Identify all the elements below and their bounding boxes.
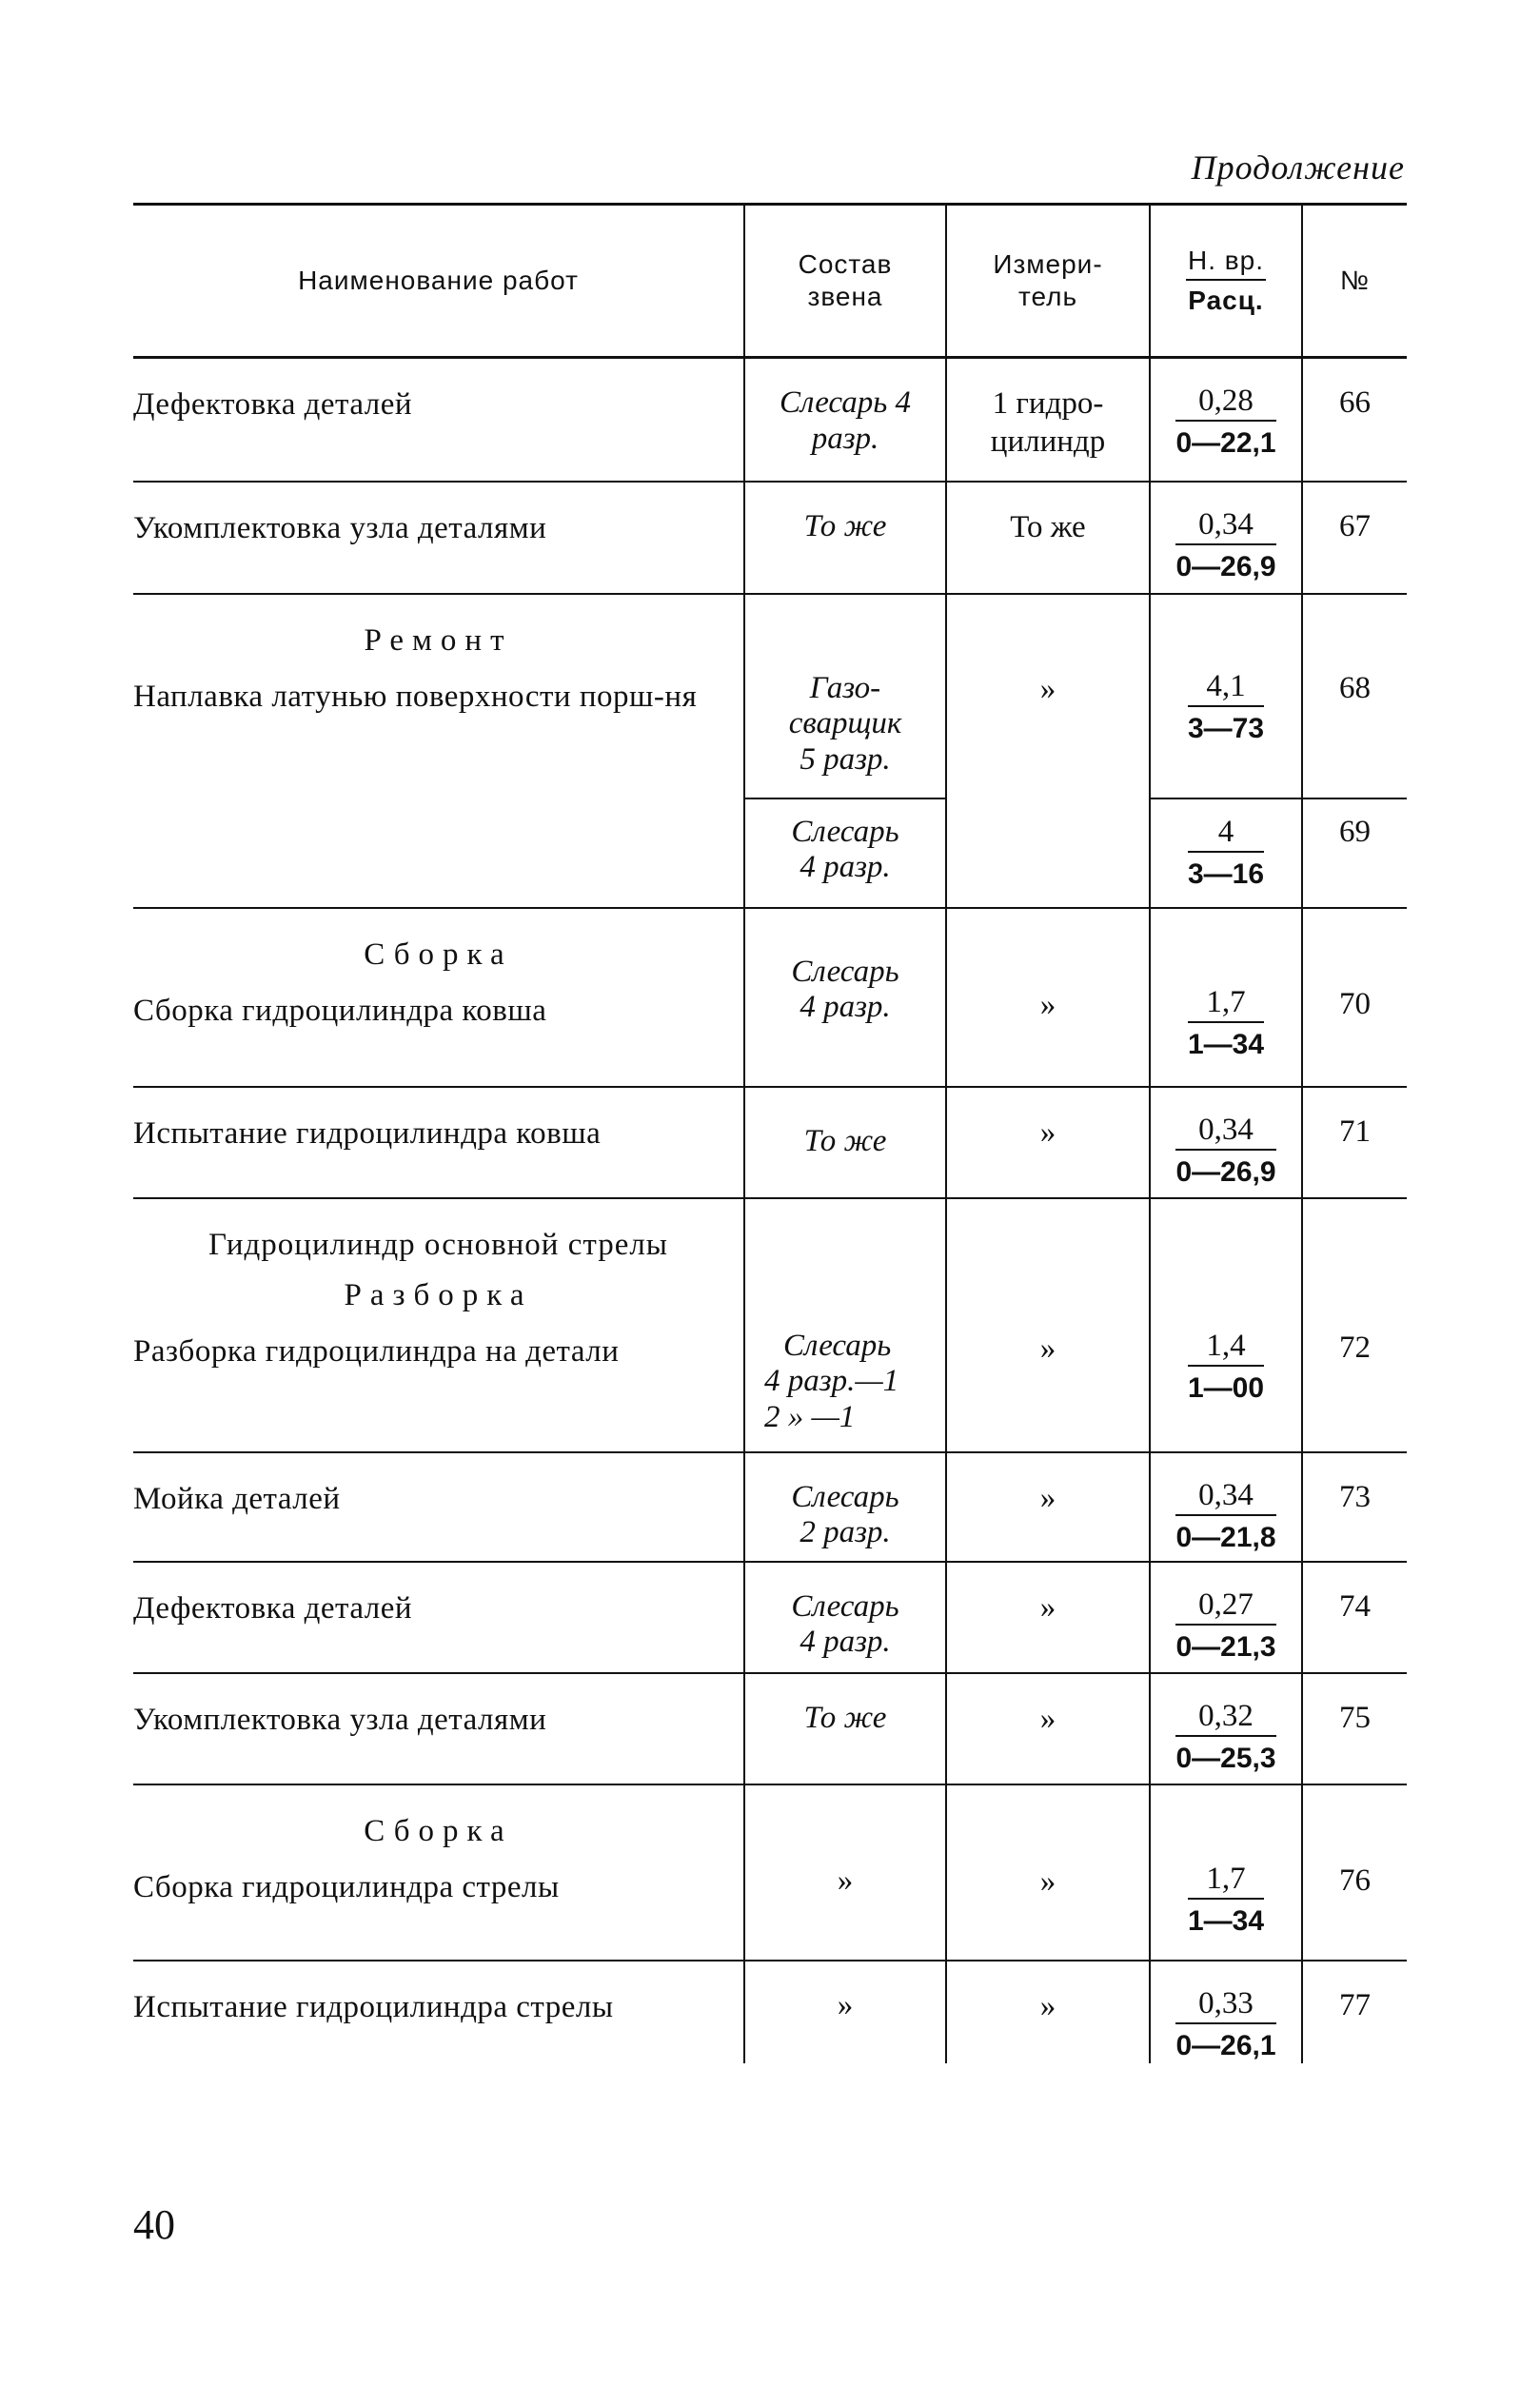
work-name: Испытание гидроцилиндра стрелы xyxy=(133,1961,744,2063)
work-name: Дефектовка деталей xyxy=(133,1562,744,1673)
norm-rate: 0—26,1 xyxy=(1175,2029,1276,2061)
work-name: Наплавка латунью поверхности порш-ня xyxy=(133,679,698,714)
norm xyxy=(1150,1562,1302,1673)
table-row xyxy=(133,1452,1407,1562)
row-number: 66 xyxy=(1302,358,1407,482)
table-row xyxy=(133,482,1407,594)
crew: » xyxy=(744,1961,946,2063)
crew: То же xyxy=(744,482,946,594)
unit: 1 гидро-цилиндр xyxy=(946,358,1150,482)
norm-rate: 1—34 xyxy=(1187,1028,1265,1060)
unit: » xyxy=(946,594,1150,908)
norm-time: 1,7 xyxy=(1188,1862,1264,1900)
crew-line: 4 разр.—1 xyxy=(764,1364,899,1399)
work-name: Сборка гидроцилиндра стрелы xyxy=(133,1869,560,1904)
norm-time: 0,34 xyxy=(1175,1113,1275,1151)
header-number: № xyxy=(1302,205,1407,358)
work-name: Сборка гидроцилиндра ковша xyxy=(133,993,547,1028)
crew: » xyxy=(744,1784,946,1961)
crew-line: Слесарь xyxy=(783,1328,892,1363)
row-number: 76 xyxy=(1302,1784,1407,1961)
table-row xyxy=(133,1961,1407,2063)
unit: » xyxy=(946,1961,1150,2063)
table-row xyxy=(133,1198,1407,1452)
row-number: 74 xyxy=(1302,1562,1407,1673)
header-norm-time: Н. вр. xyxy=(1186,245,1266,281)
norm xyxy=(1150,1087,1302,1198)
header-norm-rate: Расц. xyxy=(1188,286,1264,315)
header-name: Наименование работ xyxy=(133,205,744,358)
page-number: 40 xyxy=(133,2201,175,2248)
table-header-row xyxy=(133,205,1407,358)
work-name: Укомплектовка узла деталями xyxy=(133,482,744,594)
norm-time: 0,28 xyxy=(1175,384,1275,422)
norm-time: 0,33 xyxy=(1175,1986,1275,2024)
unit: » xyxy=(946,1087,1150,1198)
work-name: Испытание гидроцилиндра ковша xyxy=(133,1087,744,1198)
section-title: Сборка xyxy=(364,936,513,972)
group-title: Гидроцилиндр основной стрелы xyxy=(208,1227,668,1262)
norm-rate: 0—25,3 xyxy=(1175,1742,1276,1774)
table-row xyxy=(133,358,1407,482)
work-name-cell xyxy=(133,1784,744,1961)
crew: То же xyxy=(744,1087,946,1198)
table-row xyxy=(133,1087,1407,1198)
row-number: 75 xyxy=(1302,1673,1407,1784)
row-number: 73 xyxy=(1302,1452,1407,1562)
norm-rate: 3—73 xyxy=(1187,712,1265,744)
crew xyxy=(744,1198,946,1452)
norm xyxy=(1150,798,1302,908)
norm xyxy=(1150,594,1302,798)
table-row xyxy=(133,1562,1407,1673)
crew: Слесарь 2 разр. xyxy=(744,1452,946,1562)
work-name-cell xyxy=(133,908,744,1087)
unit: » xyxy=(946,1198,1150,1452)
row-number: 72 xyxy=(1302,1198,1407,1452)
unit: » xyxy=(946,1452,1150,1562)
norm-time: 0,32 xyxy=(1175,1699,1275,1737)
norm-rate: 1—00 xyxy=(1187,1371,1265,1404)
continuation-label: Продолжение xyxy=(1191,148,1405,187)
norm xyxy=(1150,482,1302,594)
work-name: Разборка гидроцилиндра на детали xyxy=(133,1334,620,1369)
table-row xyxy=(133,908,1407,1087)
unit: » xyxy=(946,1784,1150,1961)
row-number: 68 xyxy=(1302,594,1407,798)
work-name: Укомплектовка узла деталями xyxy=(133,1673,744,1784)
norm xyxy=(1150,1961,1302,2063)
norm xyxy=(1150,1198,1302,1452)
norm-rate: 0—26,9 xyxy=(1175,550,1276,582)
table-row xyxy=(133,594,1407,798)
norm-rate: 1—34 xyxy=(1187,1904,1265,1937)
unit: » xyxy=(946,1562,1150,1673)
header-norm xyxy=(1150,205,1302,358)
unit: » xyxy=(946,908,1150,1087)
norm-time: 1,4 xyxy=(1188,1329,1264,1367)
row-number: 77 xyxy=(1302,1961,1407,2063)
work-name-cell xyxy=(133,594,744,908)
norm-rate: 0—22,1 xyxy=(1175,427,1276,460)
norm-rate: 0—26,9 xyxy=(1175,1155,1276,1188)
crew: Слесарь 4 разр. xyxy=(744,908,946,1087)
norm-time: 4 xyxy=(1188,815,1264,853)
crew: Газо-сварщик 5 разр. xyxy=(744,594,946,798)
work-norms-table xyxy=(133,203,1407,2063)
unit: То же xyxy=(946,482,1150,594)
section-title: Ремонт xyxy=(364,622,513,658)
work-name: Мойка деталей xyxy=(133,1452,744,1562)
header-crew: Состав звена xyxy=(744,205,946,358)
norm-rate: 0—21,8 xyxy=(1175,1521,1276,1553)
crew: Слесарь 4 разр. xyxy=(744,358,946,482)
norm xyxy=(1150,1452,1302,1562)
work-name: Дефектовка деталей xyxy=(133,387,413,422)
section-title: Сборка xyxy=(364,1813,513,1848)
norm-rate: 3—16 xyxy=(1187,858,1265,890)
crew: То же xyxy=(744,1673,946,1784)
norm xyxy=(1150,908,1302,1087)
norm-time: 0,27 xyxy=(1175,1587,1275,1626)
table-row xyxy=(133,1784,1407,1961)
row-number: 67 xyxy=(1302,482,1407,594)
row-number: 71 xyxy=(1302,1087,1407,1198)
table-row xyxy=(133,1673,1407,1784)
norm xyxy=(1150,1784,1302,1961)
norm-time: 4,1 xyxy=(1188,669,1264,707)
unit: » xyxy=(946,1673,1150,1784)
section-title: Разборка xyxy=(344,1277,533,1312)
norm-rate: 0—21,3 xyxy=(1175,1630,1276,1663)
norm-time: 0,34 xyxy=(1175,507,1275,545)
norm-time: 1,7 xyxy=(1188,985,1264,1023)
row-number: 70 xyxy=(1302,908,1407,1087)
header-unit: Измери-тель xyxy=(946,205,1150,358)
crew: Слесарь 4 разр. xyxy=(744,798,946,908)
crew-line: 2 » —1 xyxy=(764,1400,856,1435)
crew: Слесарь 4 разр. xyxy=(744,1562,946,1673)
norm xyxy=(1150,358,1302,482)
row-number: 69 xyxy=(1302,798,1407,908)
work-name-cell xyxy=(133,1198,744,1452)
norm-time: 0,34 xyxy=(1175,1478,1275,1516)
norm xyxy=(1150,1673,1302,1784)
